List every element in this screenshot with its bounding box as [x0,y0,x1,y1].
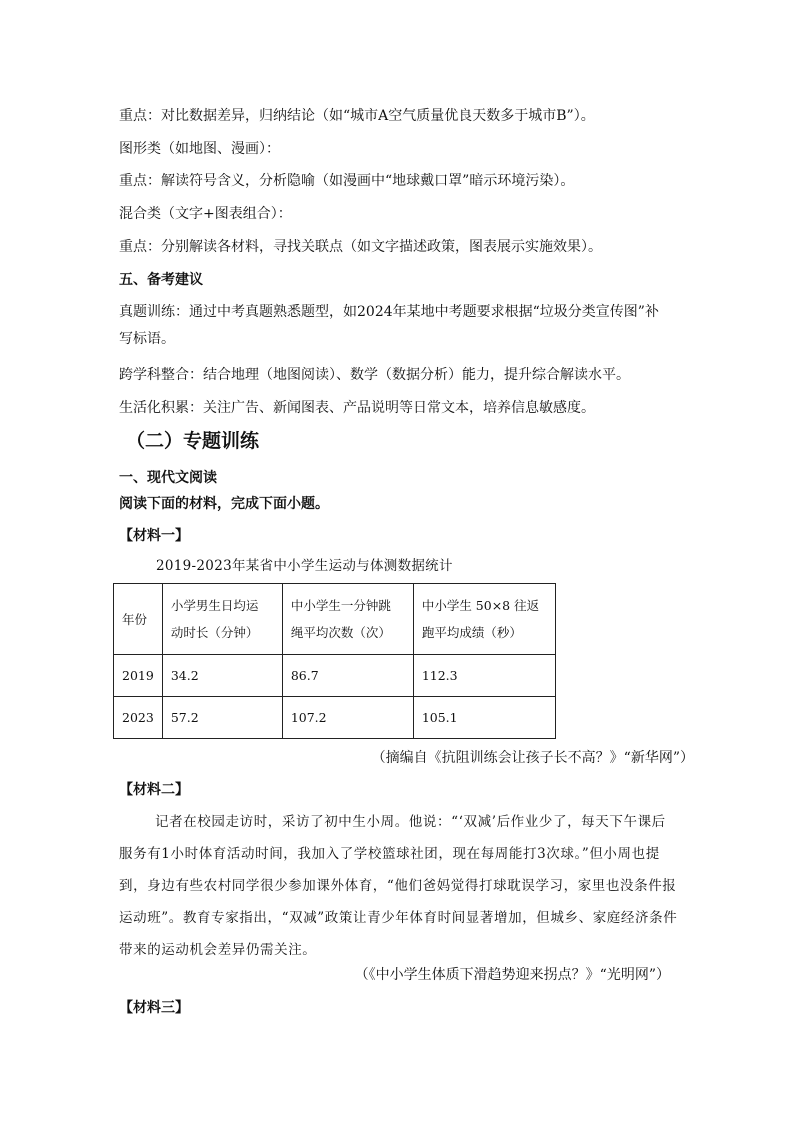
material-label: 【材料一】 [119,528,189,544]
instruction: 阅读下面的材料，完成下面小题。 [119,496,329,512]
table-header-row [114,584,556,655]
table-cell: 34.2 [162,655,282,697]
table-cell: 2019 [114,655,163,697]
paragraph-line: 到，身边有些农村同学很少参加课外体育，“他们爸妈觉得打球耽误学习，家里也没条件报 [119,878,677,894]
table-caption: 2019-2023年某省中小学生运动与体测数据统计 [156,558,453,574]
text-line: 真题训练：通过中考真题熟悉题型，如2024年某地中考题要求根据“垃圾分类宣传图”补 [119,304,659,320]
table-header-cell: 小学男生日均运 动时长（分钟） [162,584,282,655]
paragraph-line: 运动班”。教育专家指出，“双减”政策让青少年体育时间显著增加，但城乡、家庭经济条件 [119,910,678,926]
table-header-cell: 中小学生一分钟跳 绳平均次数（次） [282,584,413,655]
table-header-cell: 年份 [114,584,163,655]
text-line: 重点：对比数据差异，归纳结论（如“城市A空气质量优良天数多于城市B”）。 [119,108,595,124]
table-row [114,655,556,697]
table-cell: 105.1 [413,697,555,739]
text-line: 写标语。 [119,331,175,347]
material-label: 【材料三】 [119,1000,189,1016]
table-cell: 86.7 [282,655,413,697]
paragraph-line: 记者在校园走访时，采访了初中生小周。他说：“‘双减’后作业少了，每天下午课后 [155,814,666,830]
text-line: 混合类（文字+图表组合）： [119,206,292,222]
text-line: 重点：解读符号含义，分析隐喻（如漫画中“地球戴口罩”暗示环境污染）。 [119,173,575,189]
paragraph-line: 带来的运动机会差异仍需关注。 [119,942,317,958]
source-citation: （《中小学生体质下滑趋势迎来拐点？》“光明网”） [354,967,670,983]
table-cell: 2023 [114,697,163,739]
section-heading: 五、备考建议 [119,272,203,288]
table-cell: 107.2 [282,697,413,739]
material-paragraph [119,806,679,966]
table-cell: 57.2 [162,697,282,739]
text-line: 重点：分别解读各材料，寻找关联点（如文字描述政策，图表展示实施效果）。 [119,239,602,255]
section-title: （二）专题训练 [126,430,260,452]
data-table [113,583,556,739]
table-header-cell: 中小学生 50×8 往返 跑平均成绩（秒） [413,584,555,655]
text-line: 跨学科整合：结合地理（地图阅读）、数学（数据分析）能力，提升综合解读水平。 [119,367,630,383]
table-row [114,697,556,739]
sub-heading: 一、现代文阅读 [119,470,217,486]
paragraph-line: 服务有1小时体育活动时间，我加入了学校篮球社团，现在每周能打3次球。”但小周也提 [119,846,660,862]
text-line: 生活化积累：关注广告、新闻图表、产品说明等日常文本，培养信息敏感度。 [119,400,595,416]
material-label: 【材料二】 [119,782,189,798]
source-citation: （摘编自《抗阻训练会让孩子长不高？》“新华网”） [371,750,694,766]
text-line: 图形类（如地图、漫画）： [119,141,280,157]
table-cell: 112.3 [413,655,555,697]
